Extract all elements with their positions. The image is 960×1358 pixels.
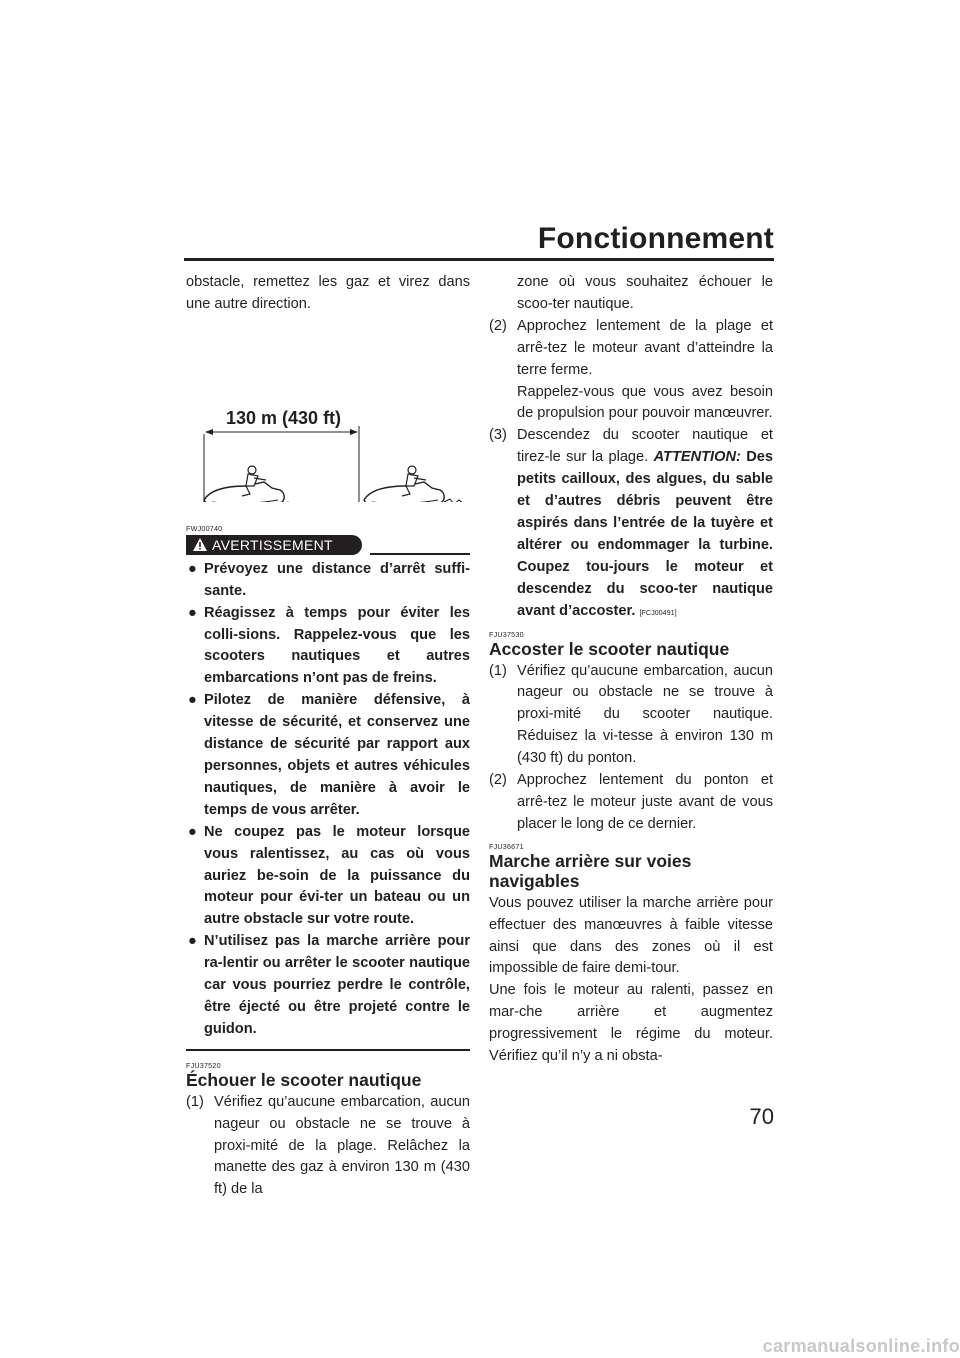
page-header-title: Fonctionnement — [537, 222, 774, 255]
left-column — [186, 272, 470, 1201]
body-paragraph: Une fois le moteur au ralenti, passez en mar-che arrière et augmentez progressivement le régime du moteur. Vérifiez qu’il n’y a ni obsta- — [489, 982, 773, 1065]
list-item: (3) Descendez du scooter nautique et tirez-le sur la plage. ATTENTION: Des petits cailloux, des algues, du sable et d’autres débris peuvent être aspirés dans l’entrée de la tuyère et altérer ou endommager la turbine. Coupez tou-jours le moteur et descendez du scoo-ter nautique avant d’accoster. [FCJ00491] — [489, 427, 773, 619]
section-ref-code: FJU37520 — [186, 1060, 221, 1070]
distance-label: 130 m (430 ft) — [226, 407, 342, 428]
stopping-distance-figure — [186, 316, 470, 502]
warning-triangle-icon — [192, 537, 208, 552]
warning-label-text: AVERTISSEMENT — [212, 536, 333, 553]
list-item-note: Rappelez-vous que vous avez besoin de propulsion pour pouvoir manœuvrer. — [517, 383, 773, 422]
attention-ref-code: [FCJ00491] — [639, 607, 677, 617]
warning-label — [186, 535, 362, 555]
section-heading-echouer: Échouer le scooter nautique — [186, 1069, 422, 1090]
section-ref-code: FJU36671 — [489, 841, 524, 851]
jet-ski-2-icon — [364, 466, 463, 502]
section-heading-marche-arriere: Marche arrière sur voies navigables — [489, 850, 692, 891]
section-ref-code: FJU37530 — [489, 629, 524, 639]
warning-bullet: ● Pilotez de manière défensive, à vitesse de sécurité, et conservez une distance de sécurité par rapport aux personnes, objets et autres véhicules nautiques, de manière à avoir le temps de vous arrêter. — [188, 692, 470, 818]
warning-ref-code: FWJ00740 — [186, 523, 223, 533]
body-paragraph: Vous pouvez utiliser la marche arrière pour effectuer des manœuvres à faible vitesse ainsi que dans des zones où il est impossible de faire demi-tour. — [489, 894, 773, 977]
page-number: 70 — [749, 1104, 774, 1129]
jet-ski-illustration — [186, 316, 470, 502]
list-item: (2) Approchez lentement du ponton et arrê-tez le moteur juste avant de vous placer le long de ce dernier. — [489, 772, 773, 832]
jet-ski-1-icon — [204, 466, 296, 502]
warning-banner — [186, 535, 470, 557]
right-column — [489, 272, 773, 1068]
watermark: carmanualsonline.info — [762, 1336, 960, 1356]
warning-bullet: ● Ne coupez pas le moteur lorsque vous ralentissez, au cas où vous auriez be-soin de la puissance du moteur pour évi-ter un bateau ou un autre obstacle sur votre route. — [188, 823, 470, 928]
warning-rule — [370, 553, 470, 555]
list-item-continuation: zone où vous souhaitez échouer le scoo-ter nautique. — [517, 274, 773, 312]
list-item: (1) Vérifiez qu’aucune embarcation, aucun nageur ou obstacle ne se trouve à proxi-mité du scooter nautique. Réduisez la vi-tesse à environ 130 m (430 ft) du ponton. — [489, 662, 773, 767]
list-item: (1) Vérifiez qu’aucune embarcation, aucun nageur ou obstacle ne se trouve à proxi-mité de la plage. Relâchez la manette des gaz à environ 130 m (430 ft) de la — [186, 1093, 470, 1198]
warning-end-rule — [186, 1049, 470, 1051]
section-heading-accoster: Accoster le scooter nautique — [489, 638, 730, 659]
attention-text: Des petits cailloux, des algues, du sable et d’autres débris peuvent être aspirés dans l’entrée de la tuyère et altérer ou endommager la turbine. Coupez tou-jours le moteur et descendez du scoo-ter nautique avant d’accoster. — [517, 449, 773, 619]
intro-paragraph: obstacle, remettez les gaz et virez dans une autre direction. — [186, 274, 470, 312]
warning-bullet: ● Prévoyez une distance d’arrêt suffi-sante. — [188, 560, 470, 599]
attention-label: ATTENTION: — [653, 449, 741, 466]
warning-bullet: ● Réagissez à temps pour éviter les colli-sions. Rappelez-vous que les scooters nautiques et autres embarcations n’ont pas de freins. — [188, 604, 470, 687]
list-item: (2) Approchez lentement de la plage et arrê-tez le moteur avant d’atteindre la terre ferme. — [489, 317, 773, 378]
header-rule — [184, 258, 774, 261]
warning-bullet: ● N’utilisez pas la marche arrière pour ra-lentir ou arrêter le scooter nautique car vous pourriez perdre le contrôle, être éjecté ou être projeté contre le guidon. — [188, 933, 470, 1037]
